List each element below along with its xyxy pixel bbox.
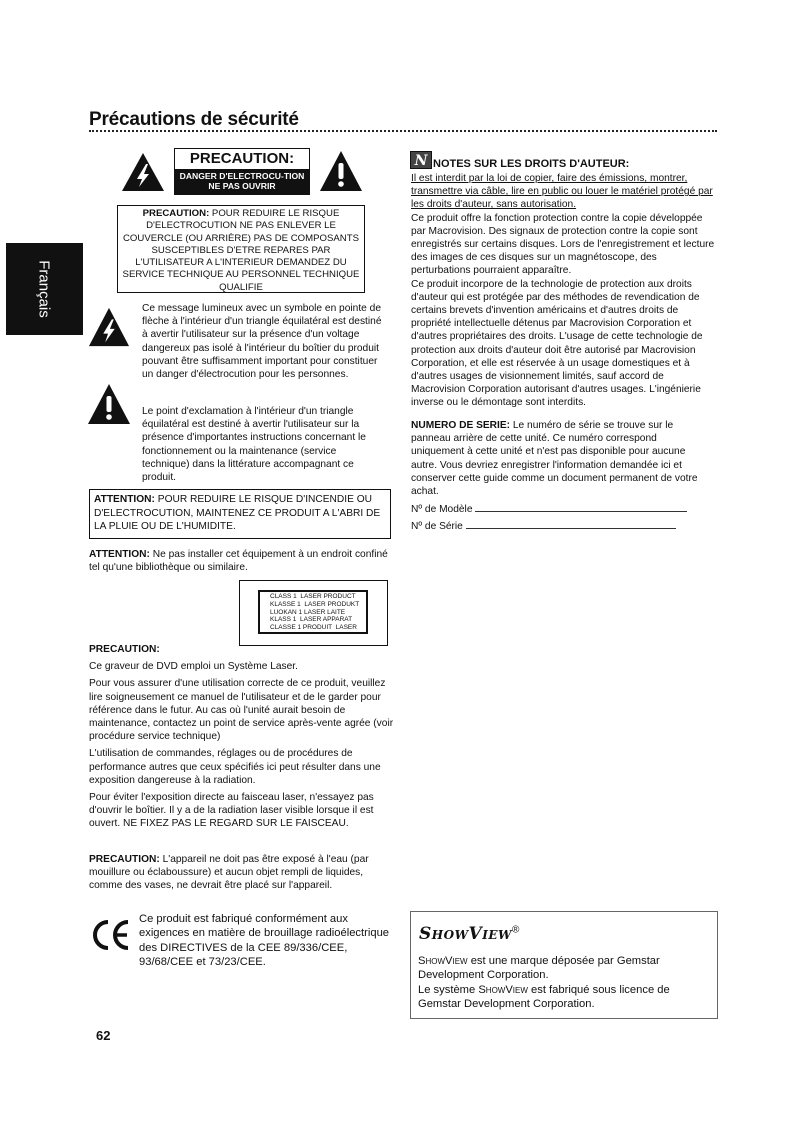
ce-mark-icon	[89, 918, 131, 952]
showview-line2-start: Le système	[418, 983, 479, 996]
laser-precaution-heading: PRECAUTION:	[89, 644, 160, 655]
laser-line: CLASSE 1 PRODUIT LASER	[270, 624, 357, 632]
laser-line: KLASSE 1 LASER PRODUKT	[270, 600, 360, 608]
precaution-box-text: POUR REDUIRE LE RISQUE D'ELECTROCUTION NE PAS ENLEVER LE COUVERCLE (OU ARRIÈRE) PAS DE COMPOSANTS SUSCEPTIBLES D'ETRE REPARES PAR L'UTILISATEUR A L'INTERIEUR DEMANDEZ DU SERVICE TECHNIQUE AU PERSONNEL TECHNIQUE QUALIFIE	[122, 208, 360, 293]
lightning-warning-icon	[121, 152, 165, 192]
serial-text: Le numéro de série se trouve sur le panneau arrière de cette unité. Ce numéro correspond uniquement à cette unité et n'est pas disponible pour aucune autre. Vous devriez enregistrer l'information demandée ici et conserver cette guide comme un document permanent de votre achat.	[411, 420, 698, 498]
model-number-label: Nº de Modèle	[411, 504, 473, 515]
serial-number-blank	[466, 519, 676, 529]
copyright-notice: Il est interdit par la loi de copier, faire des émissions, montrer, transmettre via câble, lire en public ou louer le matériel protégé par les droits d'auteur, sans autorisation.	[411, 173, 713, 211]
showview-line1: est une marque déposée par Gemstar Development Corporation.	[418, 955, 660, 982]
attention-install-text: Ne pas installer cet équipement à un endroit confiné tel qu'une bibliothèque ou similaire.	[89, 549, 388, 574]
showview-logo-text: ShowView	[419, 924, 512, 944]
laser-line: CLASS 1 LASER PRODUCT	[270, 593, 356, 600]
water-precaution-paragraph	[89, 853, 393, 893]
laser-paragraph-2: Pour vous assurer d'une utilisation correcte de ce produit, veuillez lire soigneusement ce manuel de l'utilisateur et de le garder pour référence dans le futur. Au cas où l'unité aurait besoin de maintenance, contactez un point de service après-vente agrée (voir procédure service technique)	[89, 678, 394, 743]
lightning-warning-icon	[88, 306, 130, 348]
water-precaution-label: PRECAUTION:	[89, 854, 160, 865]
serial-label: NUMERO DE SERIE:	[411, 420, 511, 431]
ce-conformity-text: Ce produit est fabriqué conformément aux exigences en matière de brouillage radioélectrique des DIRECTIVES de la CEE 89/336/CEE, 93/68/CEE et 73/23/CEE.	[139, 913, 390, 968]
copyright-heading: NOTES SUR LES DROITS D'AUTEUR:	[433, 158, 630, 170]
copyright-paragraph-1: Ce produit offre la fonction protection contre la copie développée par Macrovision. Des signaux de protection contre la copie sont enregistrés sur certains disques. Lors de l'enregistrement et lecture des images de ces disques sur un magnétoscope, des perturbations pourraient apparaître.	[411, 212, 715, 277]
precaution-text-box	[117, 205, 365, 293]
note-icon	[410, 151, 432, 169]
attention-box-text: POUR REDUIRE LE RISQUE D'INCENDIE OU D'ELECTROCUTION, MAINTENEZ CE PRODUIT A L'ABRI DE LA PLUIE OU DE L'HUMIDITE.	[94, 494, 381, 533]
exclamation-warning-icon	[319, 150, 363, 192]
title-divider	[89, 130, 717, 132]
laser-line: LUOKAN 1 LASER LAITE	[270, 608, 346, 616]
warning-subheading: DANGER D'ELECTROCU-TION NE PAS OUVRIR	[175, 169, 309, 194]
attention-install-label: ATTENTION:	[89, 549, 150, 560]
attention-box	[89, 489, 391, 539]
precaution-warning-box	[174, 148, 310, 195]
page-title: Précautions de sécurité	[89, 109, 299, 130]
laser-label-text	[258, 590, 368, 634]
exclamation-explanation: Le point d'exclamation à l'intérieur d'un triangle équilatéral est destiné à avertir l'utilisateur sur la présence d'importantes instructions concernant le fonctionnement ou la maintenance (service technique) dans la littérature accompagnant ce produit.	[142, 406, 366, 484]
laser-class-label	[239, 580, 388, 646]
laser-paragraph-1: Ce graveur de DVD emploi un Système Laser.	[89, 661, 298, 673]
precaution-box-label: PRECAUTION:	[142, 208, 210, 219]
laser-precaution-section	[89, 643, 395, 831]
warning-heading: PRECAUTION:	[189, 150, 295, 167]
showview-name: ShowView	[478, 983, 528, 996]
water-precaution-text: L'appareil ne doit pas être exposé à l'eau (par mouillure ou éclaboussure) et aucun objet rempli de liquides, comme des vases, ne devrait être placé sur l'appareil.	[89, 854, 369, 892]
language-tab	[6, 243, 83, 335]
copyright-section	[411, 172, 717, 410]
laser-line: KLASS 1 LASER APPARAT	[270, 616, 353, 624]
registered-mark: ®	[511, 924, 520, 936]
page-number: 62	[96, 1028, 111, 1043]
attention-box-label: ATTENTION:	[94, 494, 155, 505]
showview-box	[410, 911, 718, 1019]
showview-name: ShowView	[418, 955, 468, 967]
showview-logo	[419, 924, 519, 944]
exclamation-warning-icon	[87, 383, 131, 425]
model-number-blank	[475, 502, 687, 512]
copyright-paragraph-2: Ce produit incorpore de la technologie de protection aux droits d'auteur qui est protégée par des méthodes de revendication de certains brevets d'invention américains et d'autres droits de propriété intellectuelle détenus par Macrovision Corporation et d'autres propriétaires des droits. L'usage de cette technologie de protection aux droits d'auteur doit être autorisé par Macrovision Corporation, et elle est réservée à un usage domestiques et à d'autres usages de visionnement limités, sauf accord de Macrovision Corporation autorisant d'autres usages. L'ingénierie inverse ou le démontage sont interdits.	[411, 278, 703, 409]
lightning-explanation: Ce message lumineux avec un symbole en pointe de flèche à l'intérieur d'un triangle équilatéral est destiné à avertir l'utilisateur sur la présence d'un voltage dangereux pas isolé à l'intérieur du boîtier du produit pouvant être suffisamment important pour constituer un danger d'électrocution pour les personnes.	[142, 303, 382, 381]
serial-number-section	[411, 419, 711, 498]
language-tab-label: Français	[35, 260, 53, 318]
laser-paragraph-4: Pour éviter l'exposition directe au faisceau laser, n'essayez pas d'ouvrir le boîtier. Il y a de la radiation laser visible lorsque il est ouvert. NE FIXEZ PAS LE REGARD SUR LE FAISCEAU.	[89, 792, 374, 830]
model-number-field	[411, 502, 687, 516]
showview-line2: est fabriqué sous licence de Gemstar Development Corporation.	[418, 983, 670, 1010]
serial-number-field	[411, 519, 676, 533]
note-icon-letter: N	[414, 153, 428, 169]
showview-text	[418, 954, 710, 1011]
attention-install-paragraph	[89, 548, 389, 574]
serial-number-label: Nº de Série	[411, 521, 463, 532]
laser-paragraph-3: L'utilisation de commandes, réglages ou de procédures de performance autres que ceux spécifiés ici peut résulter dans une exposition dangereuse à la radiation.	[89, 748, 381, 786]
